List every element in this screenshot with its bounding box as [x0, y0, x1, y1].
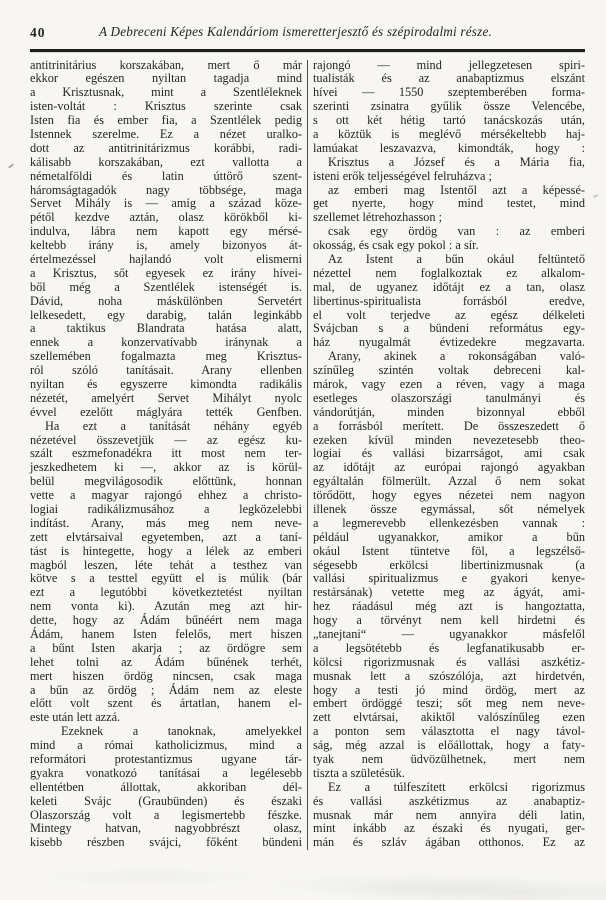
text-line: tualisták és az anabaptizmus elszánt: [313, 71, 585, 86]
text-line: mert hiszen ördög nincsen, csak maga: [30, 668, 302, 683]
text-line: ezt a legutóbbi következtetést nyiltan: [30, 585, 302, 600]
text-line: tiszta a születésük.: [313, 765, 405, 780]
scan-artifact-mark: [593, 194, 598, 198]
text-line: Az Istent a bűn okául feltüntető: [328, 251, 585, 266]
text-line: kölcsi rigorizmusnak és vallási aszkétiz-: [313, 654, 585, 669]
text-line: Svájcban s a bündeni református egy-: [313, 321, 585, 336]
header-rule: [30, 49, 585, 52]
text-line: évvel ezelőtt máglyára tették Genfben.: [30, 404, 302, 419]
text-line: rajongó — mind jellegzetesen spiri-: [313, 57, 585, 72]
right-column: [313, 59, 585, 851]
text-line: zett elvtársaival egyetemben, azt a taní-: [30, 529, 302, 544]
text-line: indulva, lábra nem kapott egy mérsé-: [30, 224, 302, 239]
text-line: kisebb részben svájci, főként bündeni: [30, 835, 302, 850]
text-line: logiai radikálizmusához a legközelebbi: [30, 502, 302, 516]
scan-artifact-smudge: [0, 855, 606, 900]
text-line: németalföldi és latin úttörő szent-: [30, 168, 302, 183]
text-line: Istennek szerelme. Ez a nézet uralko-: [30, 126, 302, 141]
text-line: mint inkább az északi és nyugati, ger-: [313, 821, 585, 836]
text-line: Ez a túlfeszített erkölcsi rigorizmus: [328, 779, 585, 794]
text-line: tást is hintegette, hogy a lélek az emberi: [30, 543, 302, 558]
text-line: ház nyugalmát évtizedekre megzavarta.: [313, 335, 585, 350]
text-line: előtt volt szent és ártatlan, hanem el-: [30, 696, 302, 711]
text-line: Ha ezt a tanítását néhány egyéb: [45, 418, 302, 433]
text-line: „tanejtani“ — ugyanakkor másfelől: [313, 627, 585, 642]
running-title: A Debreceni Képes Kalendáriom ismeretterjesztő és szépirodalmi része.: [98, 24, 492, 39]
text-line: a Krisztus, sőt egyesek ez irány hívei-: [30, 265, 302, 280]
text-line: Arany, akinek a rokonságában való-: [328, 349, 585, 364]
text-line: zett elvtársai, akiktől valószínűleg ezen: [313, 710, 585, 725]
text-line: a forrásból merített. De összeszedett ő: [313, 418, 585, 433]
text-line: hez ráadásul még azt is hangoztatta,: [313, 599, 585, 614]
text-line: logiai és vallási bizarrságot, ami csak: [313, 446, 585, 461]
text-line: értelmezéssel hajlandó volt elismerni: [30, 251, 302, 266]
text-line: restársának) vetette meg az ágyát, ami-: [313, 585, 585, 600]
text-line: s ott két hétig tartó tanácskozás után,: [313, 113, 585, 128]
text-line: Dávid, noha máskülönben Servetért: [30, 293, 302, 308]
text-line: este után lett azzá.: [30, 710, 121, 725]
text-line: szellemet létrehozhasson ;: [313, 210, 443, 225]
text-line: nézetét, amelyért Servet Mihályt nyolc: [30, 390, 302, 405]
page-number: 40: [30, 25, 46, 40]
text-line: háromságtagadók nagy többsége, maga: [30, 182, 302, 197]
text-line: vándorútján, minden bizonnyal ebből: [313, 404, 585, 419]
text-line: el volt terjedve az egész délkeleti: [313, 307, 585, 322]
text-line: okosság, és csak egy pokol : a sír.: [313, 238, 479, 253]
text-line: az emberi mag Istentől azt a képessé-: [328, 182, 585, 197]
text-line: hívei — 1550 szeptemberében forma-: [313, 85, 585, 100]
text-line: reformátori protestantizmus ugyane tár-: [30, 752, 302, 767]
text-line: ezeken kívül minden nevezetesebb theo-: [313, 432, 585, 447]
text-line: Krisztus a József és a Mária fia,: [328, 154, 585, 169]
text-line: nem vonta ki). Azután meg azt hir-: [30, 599, 302, 614]
text-line: lamúakat leszavazva, kimondták, hogy :: [313, 140, 585, 155]
text-line: Servet Mihály is — amíg a század köze-: [30, 196, 302, 211]
text-line: libertinus-spiritualista forrásból eredve,: [313, 293, 585, 308]
text-line: illenek össze egymással, sőt némelyek: [313, 502, 585, 516]
text-line: szellemében fogalmazta meg Krisztus-: [30, 349, 302, 364]
text-line: szált eszmefonadékra itt most nem ter-: [30, 446, 302, 461]
text-line: ből még a Szentlélek istenségét is.: [30, 279, 302, 294]
text-line: vallási spiritualizmus e gyakori kenye-: [313, 571, 585, 586]
text-line: kálisabb korszakában, ezt vallotta a: [30, 154, 302, 169]
text-line: belül megvilágosodik előttünk, honnan: [30, 474, 302, 489]
text-line: keleti Svájc (Graubünden) és északi: [30, 793, 302, 808]
text-line: Olaszország volt a legismertebb fészke.: [30, 807, 302, 822]
text-line: nézettel nem foglalkoztak ez alkalom-: [313, 265, 585, 280]
text-line: mind a római katholicizmus, mind a: [30, 738, 302, 753]
text-line: csak egy ördög van : az emberi: [328, 224, 585, 239]
scan-artifact-mark: [8, 163, 14, 168]
text-line: mal, de ugyanez időtájt ez a tan, olasz: [313, 279, 585, 294]
text-line: például ugyanakkor, amikor a bűn: [313, 529, 585, 544]
text-line: a Krisztusnak, mint a Szentléleknek: [30, 85, 302, 100]
text-line: musnak már nem annyira déli latin,: [313, 807, 585, 822]
text-line: keltebb irány is, amely bizonyos át-: [30, 238, 302, 253]
text-line: hogy a testi jó mind ördög, mert az: [313, 682, 585, 697]
text-line: gyakra vonatkozó tanításai a legélesebb: [30, 765, 302, 780]
text-line: tyak nem üdvözülhetnek, mert nem: [313, 752, 585, 767]
text-line: pétől kezdve aztán, olasz körökből ki-: [30, 210, 302, 225]
text-line: szerinti zsinatra gyűlik össze Velencébe,: [313, 99, 585, 114]
text-line: egyáltalán fölmerült. Azzal ő nem sokat: [313, 474, 585, 489]
text-line: okául Istent tüntetve föl, a legszélső-: [313, 543, 585, 558]
text-line: get nyerte, hogy mind testet, mind: [313, 196, 585, 211]
text-line: ellentétben állottak, akkoriban dél-: [30, 779, 302, 794]
text-line: musnak lett a szószólója, azt hirdetvén,: [313, 668, 585, 683]
text-line: ekkor egészen nyiltan tagadja mind: [30, 71, 302, 86]
text-line: antitrinitárius korszakában, mert ő már: [30, 57, 302, 72]
column-divider: [307, 60, 308, 851]
text-line: a legmerevebb ellenkezésben vannak :: [313, 515, 585, 530]
text-line: törődött, hogy egyes nézetei nem nagyon: [313, 488, 585, 503]
text-line: isteni erők teljességével felruházva ;: [313, 168, 492, 183]
text-line: a bűnt Isten akarja ; az ördögre sem: [30, 640, 302, 655]
text-line: lelkesedett, egy darabig, talán leginkább: [30, 307, 302, 322]
text-line: és vallási aszkétizmus az anabaptiz-: [313, 793, 585, 808]
text-line: Isten fia és ember fia, a Szentlélek pedig: [30, 113, 302, 128]
text-line: a ponton sem választotta el nagy távol-: [313, 724, 585, 739]
left-column: [30, 59, 302, 851]
text-line: Ezeknek a tanoknak, amelyekkel: [61, 724, 302, 739]
text-line: lehet tolni az Ádám bűnének terhét,: [30, 654, 302, 669]
text-line: embert ördöggé teszi; sőt meg nem neve-: [313, 696, 585, 711]
text-line: ról szóló tanításait. Arany ellenben: [30, 363, 302, 378]
text-line: ségesebb erkölcsi libertinizmusnak (a: [313, 557, 585, 572]
text-line: a taktikus Blandrata hatása alatt,: [30, 321, 302, 336]
text-line: jeszkedhetem ki —, akkor az is körül-: [30, 460, 302, 475]
text-line: a bűn az ördög ; Ádám nem az eleste: [30, 682, 302, 697]
text-line: ennek a konzervatívabb iránynak a: [30, 335, 302, 350]
text-line: márok, vagy ezen a réven, vagy a maga: [313, 376, 585, 391]
text-line: nyiltan és egyszerre kimondta radikális: [30, 376, 302, 391]
text-line: esetleges olaszországi tanulmányi és: [313, 390, 585, 405]
text-line: nézetével összevetjük — az egész ku-: [30, 432, 302, 447]
text-line: Ádám, hanem Isten felelős, mert hiszen: [30, 627, 302, 642]
text-line: Mintegy hatvan, nagyobbrészt olasz,: [30, 821, 302, 836]
page-header: [30, 24, 585, 44]
text-line: indítást. Arany, más meg nem neve-: [30, 515, 302, 530]
text-line: hogy a törvényt nem kell hirdetni és: [313, 613, 585, 628]
text-line: vette a magyar rajongó ehhez a christo-: [30, 488, 302, 503]
text-line: magból leszen, léte tehát a testhez van: [30, 557, 302, 572]
text-line: dott az antitrinitárizmus korábbi, radi-: [30, 140, 302, 155]
text-line: isten-voltát : Krisztus szerinte csak: [30, 99, 302, 114]
text-line: a legsötétebb és legfanatikusabb er-: [313, 640, 585, 655]
text-line: mán és szláv ágában otthonos. Ez az: [313, 835, 585, 850]
text-line: ság, még azzal is előállottak, hogy a faty-: [313, 738, 585, 753]
text-line: kötve s a testtel együtt el is múlik (bár: [30, 571, 302, 586]
text-line: dette, hogy az Ádám bűnéért nem maga: [30, 613, 302, 628]
text-line: színűleg szintén voltak debreceni kal-: [313, 363, 585, 378]
text-columns: [30, 59, 585, 851]
text-line: az időtájt az európai rajongó agyakban: [313, 460, 585, 475]
text-line: a köztük is meglévő mérsékeltebb haj-: [313, 126, 585, 141]
